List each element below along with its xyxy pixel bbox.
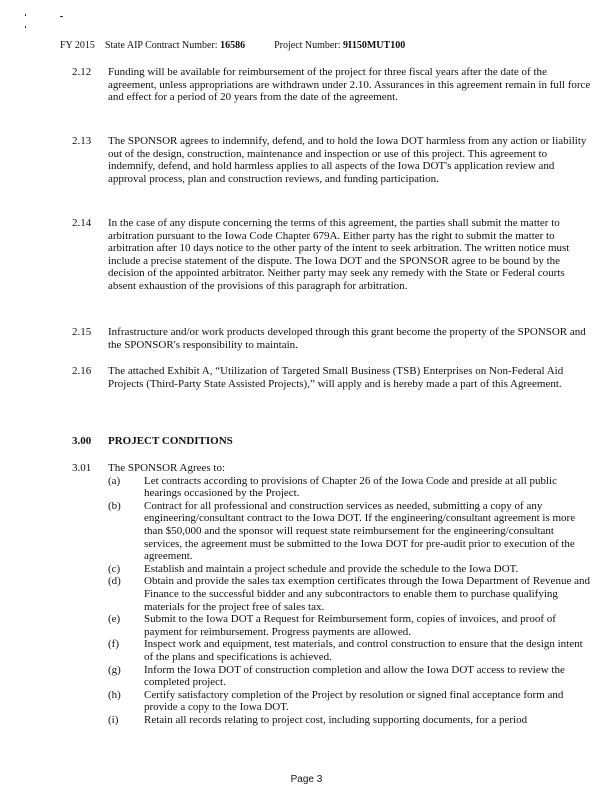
project-number: 9I150MUT100 [342, 40, 406, 51]
list-item-d [108, 575, 592, 613]
scan-speck [60, 16, 63, 17]
project-label: Project Number: [274, 40, 341, 51]
contract-label: State AIP Contract Number: [104, 40, 218, 51]
item-text: Establish and maintain a project schedule and provide the schedule to the Iowa DOT. [144, 562, 519, 575]
list-item-a [108, 475, 592, 500]
section-2-16 [72, 365, 592, 390]
list-item-f [108, 638, 592, 663]
list-item-e [108, 613, 592, 638]
section-intro [108, 462, 592, 726]
section-2-13 [72, 135, 592, 185]
section-number: 2.14 [72, 217, 92, 229]
list-item-h [108, 689, 592, 714]
section-3-01 [72, 462, 592, 726]
list-item-c [108, 563, 592, 576]
fiscal-year: FY 2015 [60, 40, 95, 51]
scan-speck [25, 14, 26, 16]
item-text: Certify satisfactory completion of the Project by resolution or signed final acceptance form and provide a copy to the Iowa DOT. [144, 688, 564, 714]
section-number: 3.00 [72, 435, 92, 447]
item-text: Let contracts according to provisions of Chapter 26 of the Iowa Code and preside at all public hearings occasioned by the Project. [144, 474, 557, 500]
contract-number: 16586 [220, 40, 246, 51]
item-text: Retain all records relating to project cost, including supporting documents, for a period [144, 713, 528, 726]
item-letter: (b) [108, 499, 121, 512]
item-letter: (i) [108, 713, 119, 726]
section-2-15 [72, 326, 592, 351]
item-letter: (d) [108, 575, 121, 588]
item-letter: (f) [108, 638, 119, 651]
section-text: Funding will be available for reimbursement of the project for three fiscal years after the date of the agreement, unless appropriations are withdrawn under 2.10. Assurances in this agreement remain in full force and effect for a period of 20 years from the date of the agreement. [108, 66, 591, 104]
list-item-g [108, 664, 592, 689]
item-text: Inform the Iowa DOT of construction completion and allow the Iowa DOT access to review the completed project. [144, 663, 565, 689]
section-title: PROJECT CONDITIONS [108, 435, 233, 447]
section-3-00-heading [72, 435, 592, 448]
section-number: 2.13 [72, 135, 92, 147]
section-number: 3.01 [72, 462, 92, 474]
page-number: Page 3 [290, 774, 323, 785]
section-text: The SPONSOR agrees to indemnify, defend, and to hold the Iowa DOT harmless from any action or liability out of the design, construction, maintenance and inspection or use of this project. This agreement to indemnify, defend, and hold harmless applies to all aspects of the Iowa DOT's application review and approval process, plan and construction reviews, and funding participation. [108, 135, 587, 185]
item-letter: (g) [108, 663, 121, 676]
section-text: Infrastructure and/or work products developed through this grant become the property of the SPONSOR and the SPONSOR's responsibility to maintain. [108, 326, 586, 351]
item-text: Submit to the Iowa DOT a Request for Reimbursement form, copies of invoices, and proof of payment for reimbursement. Progress payments are allowed. [144, 613, 556, 638]
scan-speck [25, 26, 26, 28]
section-text: In the case of any dispute concerning the terms of this agreement, the parties shall submit the matter to arbitration pursuant to the Iowa Code Chapter 679A. Either party has the right to submit the matter to arbitration after 10 days notice to the other party of the intent to seek arbitration. The written notice must include a precise statement of the dispute. The Iowa DOT and the SPONSOR agree to be bound by the decision of the appointed arbitrator. Neither party may seek any remedy with the State or Federal courts absent exhaustion of the provisions of this paragraph for arbitration. [108, 217, 570, 292]
item-letter: (c) [108, 562, 121, 575]
section-intro-text: The SPONSOR Agrees to: [108, 462, 226, 474]
item-text: Inspect work and equipment, test materials, and control construction to ensure that the design intent of the plans and specifications is achieved. [144, 638, 583, 663]
item-text: Obtain and provide the sales tax exemption certificates through the Iowa Department of Revenue and Finance to the successful bidder and any subcontractors to enable them to purchase qualifying materials for the project free of sales tax. [144, 575, 590, 613]
document-header [60, 40, 405, 53]
list-item-i [108, 714, 592, 727]
section-number: 2.15 [72, 326, 92, 338]
item-letter: (e) [108, 613, 121, 626]
item-text: Contract for all professional and construction services as needed, submitting a copy of any engineering/consultant contract to the Iowa DOT. If the engineering/consultant agreement is more than $50,000 and the sponsor will request state reimbursement for the engineering/consultant services, the agreement must be submitted to the Iowa DOT for pre-audit prior to execution of the agreement. [144, 499, 576, 563]
list-item-b [108, 500, 592, 563]
section-number: 2.16 [72, 365, 92, 377]
item-letter: (a) [108, 474, 121, 487]
item-letter: (h) [108, 688, 121, 701]
section-2-12 [72, 66, 592, 104]
section-number: 2.12 [72, 66, 92, 78]
section-text: The attached Exhibit A, “Utilization of Targeted Small Business (TSB) Enterprises on Non-Federal Aid Projects (Third-Party State Assisted Projects),” will apply and is hereby made a part of this Agreement. [108, 365, 564, 390]
section-2-14 [72, 217, 592, 293]
